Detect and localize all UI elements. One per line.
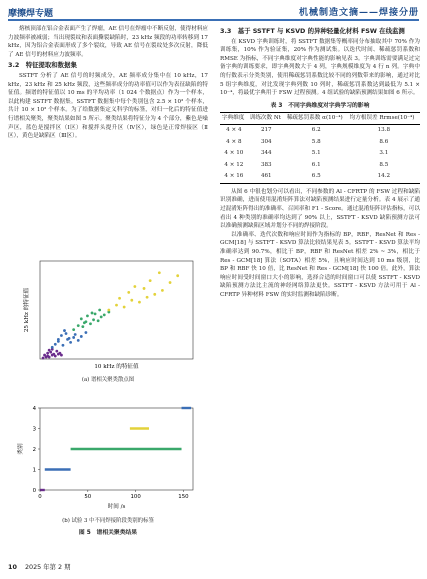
scatter-point: [46, 352, 49, 355]
table-cell: 4 × 10: [224, 150, 244, 157]
table-cell: 6.5: [285, 171, 348, 183]
table-row: [220, 148, 420, 160]
figure-5b-subcaption: (b) 试验 3 中不同焊接阶段类别的标签: [62, 518, 154, 524]
x-tick-label: 0: [38, 494, 42, 500]
table-3-title: 表 3 不同字典维度对字典学习的影响: [270, 102, 370, 109]
issue-label: 2025 年第 2 期: [24, 563, 71, 571]
table-cell: 4 × 8: [226, 138, 242, 145]
figure-5a-subcaption: (a) 谱相关聚类散点图: [81, 377, 135, 383]
scatter-point: [69, 341, 72, 344]
scatter-point: [85, 331, 88, 334]
scatter-point: [63, 329, 66, 332]
scatter-point: [146, 296, 149, 299]
table-header: 均方根误差 Rrmse(10⁻⁴): [348, 113, 420, 125]
table-3: [220, 112, 420, 184]
scatter-point: [143, 287, 146, 290]
header-divider: [8, 19, 419, 21]
table-cell: 5.8: [311, 138, 321, 145]
table-cell: 14.2: [348, 171, 420, 183]
table-header: 训练次数 Nt: [248, 113, 285, 125]
scatter-point: [91, 312, 94, 315]
scatter-point: [77, 339, 80, 342]
page-number: 10: [8, 563, 17, 571]
table-cell: 8.6: [379, 138, 389, 145]
scatter-point: [62, 344, 65, 347]
scatter-point: [83, 321, 86, 324]
left-paragraph-2: SSTFT 分析了 AE 信号的时频成分，AE 频率成分集中在 10 kHz，17 kHz，23 kHz 和 25 kHz 频段，这些频率成分的功率值可以作为表征缺陷的特征值。频谱的特征值以 10 ms 的平均功率（1 024 个数据点）作为一个样本，以此构建 SSTFT 数据集。SSTFT 数据集中每个类别包含 2.5 × 10³ 个样本，共计 10 × 10³ 个样本。为了给数据集定义科学的标签，对归一化后的特征值进行谱相关聚类，聚类结果如图 5 所示。聚类结果将特征分为 4 个部分，紫色是噪声区，蓝色是搅拌区（Ⅰ区）和搅拌头提升区（Ⅳ区），绿色是正常焊接区（Ⅱ区），黄色是缺陷区（Ⅲ区）。: [8, 72, 208, 140]
scatter-point: [48, 356, 51, 359]
figure-5b: [8, 402, 208, 536]
scatter-point: [81, 325, 84, 328]
y-axis-label: 类别: [18, 443, 24, 455]
scatter-point: [127, 291, 130, 294]
table-cell: 344: [260, 150, 272, 157]
right-column: [220, 25, 420, 300]
figure-5a: [8, 255, 208, 384]
y-tick-label: 1: [32, 467, 36, 474]
table-cell: 383: [260, 161, 272, 168]
scatter-point: [72, 328, 75, 331]
y-axis-label: 25 kHz 的特征值: [24, 287, 30, 333]
scatter-point: [103, 314, 106, 317]
scatter-point: [98, 309, 101, 312]
scatter-point: [60, 334, 63, 337]
table-cell: 4 × 12: [224, 161, 244, 168]
table-cell: 4 × 4: [226, 127, 242, 134]
scatter-point: [68, 337, 71, 340]
section-heading-3-2: 3.2 特征提取和数据集: [8, 61, 77, 70]
table-row: [220, 125, 420, 137]
right-paragraph-1: 在 KSVD 字典训练时，将 SSTFT 数据集等概率同分布抽取其中 70% 作为训练集，10% 作为验证集，20% 作为测试集。以迭代时间、稀疏惩罚系数和 RMSE 为指标，不同字典维度对字典性能的影响见表 3。字典训练需要满足过完备字典的训练要求，即字典列数大于 4 列，字典规模维度为 4 行 n 列。字典中的行数表示分类类别，使用稀疏惩罚系数比较不同的列数带来的影响，通过对比 5 组字典维度，对比发现字典列数 10 列时，稀疏惩罚系数达到最低为 5.1 × 10⁻⁴，将最优字典用于 FSW 过程预测。4 组试验的缺陷预测结果如图 6 所示。: [220, 38, 420, 97]
y-tick-label: 2: [32, 447, 36, 453]
table-cell: 4 × 16: [220, 171, 248, 183]
scatter-point: [130, 299, 133, 302]
scatter-point: [153, 293, 156, 296]
section-heading-3-3: 3.3 基于 SSTFT 与 KSVD 的异种轻量化材料 FSW 在线监测: [220, 27, 405, 35]
scatter-point: [43, 354, 46, 357]
right-paragraph-3: 以准确率、迭代次数和响应时间作为指标的 BP，RBF，ResNet 和 Res - GCM[18] 与 SSTFT - KSVD 算法比较结果见表 5。SSTFT - KSVD 算法平均准确率达到 90.7%，相比于 BP，RBF 和 ResNet 相差 2% ~ 3%，相比于 Res - GCM[18] 算法（SOTA）相差 5%，且响应时间达到 10 ms 级别，比 BP 和 RBF 快 10 倍，比 ResNet 和 Res - GCM[18] 快 100 倍。此外，算法响应时间受时间窗口大小的影响，选择合适的时间窗口可以使 SSTFT - KSVD 缺陷预测方法比主流的神经网络算法更快。SSTFT - KSVD 方法可用于 Al - CFRTP 异种材料 FSW 的实时监测和缺陷诊断。: [220, 231, 420, 298]
scatter-point: [48, 349, 51, 352]
scatter-point: [58, 352, 61, 355]
scatter-point: [65, 332, 68, 335]
table-row: [220, 171, 420, 183]
scatter-point: [74, 333, 77, 336]
scatter-point: [169, 281, 172, 284]
scatter-point: [54, 343, 57, 346]
x-axis-label: 时间 /s: [107, 504, 126, 510]
scatter-point: [118, 297, 121, 300]
x-axis-label: 10 kHz 的特征值: [94, 364, 139, 370]
table-header: 字典维度: [220, 113, 248, 125]
scatter-point: [80, 317, 83, 320]
left-column: [8, 25, 208, 141]
table-cell: 8.5: [379, 161, 389, 168]
footer: [8, 562, 71, 571]
header-section: 摩擦焊专题: [8, 9, 54, 19]
scatter-point: [92, 318, 95, 321]
table-cell: 3.1: [379, 150, 389, 157]
table-row: [220, 137, 420, 149]
scatter-point: [107, 309, 110, 312]
header-journal: 机械制造文摘——焊接分册: [298, 8, 419, 18]
table-header: 稀疏惩罚系数 α(10⁻⁴): [285, 113, 348, 125]
scatter-point: [97, 319, 100, 322]
scatter-point: [57, 338, 60, 341]
scatter-point: [55, 350, 58, 353]
scatter-point: [100, 315, 103, 318]
x-tick-label: 100: [130, 494, 141, 500]
scatter-point: [158, 271, 161, 274]
scatter-point: [133, 285, 136, 288]
scatter-point: [123, 306, 126, 309]
cluster-scatter-chart: [8, 255, 208, 373]
figure-5-caption: 图 5 谱相关聚类结果: [78, 530, 138, 536]
scatter-point: [72, 336, 75, 339]
category-timeline-chart: [8, 402, 208, 514]
scatter-point: [42, 357, 45, 360]
y-tick-label: 4: [32, 406, 36, 412]
scatter-point: [77, 324, 80, 327]
scatter-point: [161, 289, 164, 292]
scatter-point: [86, 314, 89, 317]
scatter-point: [52, 353, 55, 356]
x-tick-label: 50: [84, 494, 92, 500]
scatter-point: [138, 301, 141, 304]
scatter-point: [94, 313, 97, 316]
table-cell: 217: [260, 127, 272, 134]
table-row: [220, 160, 420, 172]
x-tick-label: 150: [178, 494, 189, 500]
table-cell: 5.1: [311, 150, 321, 157]
right-paragraph-2: 从图 6 中很也划分可以看出，不同参数的 Al - CFRTP 的 FSW 过程和缺陷识别准确，进而使用混淆矩阵算法对缺陷预测结果进行定量分析。表 4 展示了通过混淆矩阵得出的准确率、召回率和 F1 - Score。通过混淆矩阵评估指标，可以看出 4 种类别的准确率均达到了 90% 以上，SSTFT - KSVD 缺陷预测方法可以准确预测缺陷区域并划分不同的焊接阶段。: [220, 188, 420, 230]
table-cell: 461: [248, 171, 285, 183]
table-cell: 6.2: [311, 127, 321, 134]
scatter-point: [89, 322, 92, 325]
scatter-point: [176, 274, 179, 277]
y-tick-label: 0: [32, 488, 36, 494]
left-paragraph-1: 熔核顶部在铝合金表面产生了焊瘤，AE 信号在焊瘤中不断反射，使得材料应力波频率被减弱；当出现裂纹和表面撕裂缺陷时，23 kHz 频段的功率转移到 17 kHz，因为铝合金表面形成了多个裂纹，导致 AE 信号在裂纹处多次反射，降低了 AE 信号的材料应力波频率。: [8, 26, 208, 58]
scatter-point: [115, 304, 118, 307]
table-cell: 6.1: [311, 161, 321, 168]
table-cell: 13.8: [377, 127, 391, 134]
scatter-point: [149, 279, 152, 282]
scatter-point: [80, 335, 83, 338]
y-tick-label: 3: [32, 426, 36, 433]
table-cell: 304: [260, 138, 272, 145]
scatter-point: [51, 346, 54, 349]
